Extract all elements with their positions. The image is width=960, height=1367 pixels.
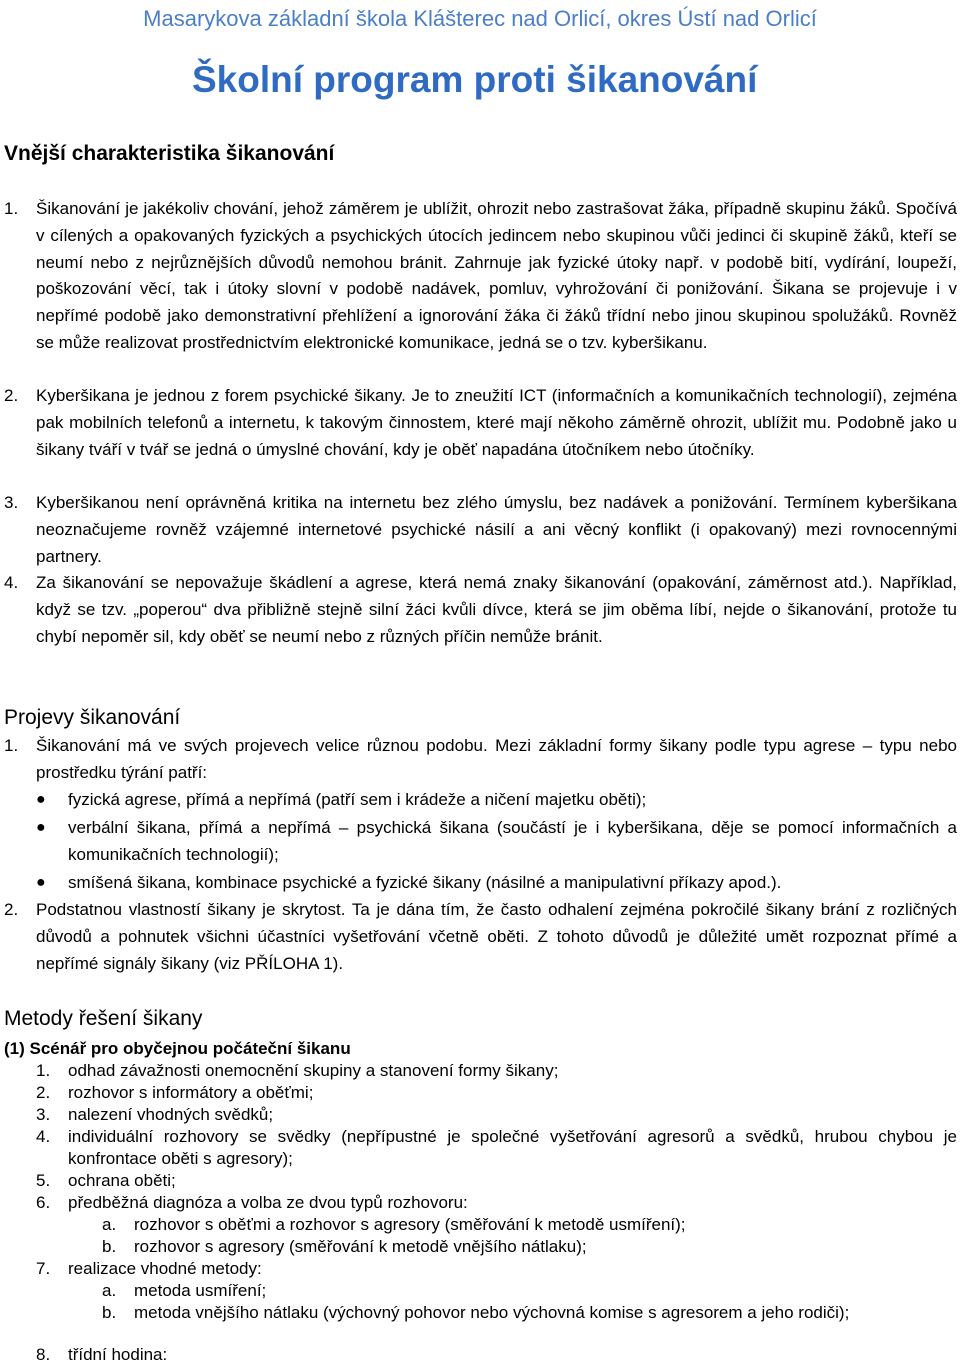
item-text: Podstatnou vlastností šikany je skrytost. Ta je dána tím, že často odhalení zejména pokročilé šikany brání z rozličných důvodů a pohnutek všichni účastníci vyšetřování včetně oběti. Z tohoto důvodů je důležité umět rozpoznat přímé a nepřímé signály šikany (viz PŘÍLOHA 1). bbox=[36, 900, 957, 973]
list-item bbox=[36, 1170, 957, 1192]
item-text: Šikanování má ve svých projevech velice různou podobu. Mezi základní formy šikany podle typu agrese – typu nebo prostředku týrání patří: bbox=[36, 736, 957, 782]
bullet-icon: ● bbox=[36, 819, 46, 836]
bullet-item bbox=[36, 815, 957, 869]
bullet-item bbox=[36, 870, 957, 897]
item-text: metoda vnějšího nátlaku (výchovný pohovor nebo výchovná komise s agresorem a jeho rodiči); bbox=[134, 1303, 850, 1322]
item-number: 2. bbox=[36, 1083, 51, 1102]
item-number: 3. bbox=[4, 493, 19, 512]
sub-list-item bbox=[102, 1214, 957, 1236]
item-text: rozhovor s oběťmi a rozhovor s agresory (směřování k metodě usmíření); bbox=[134, 1215, 686, 1234]
item-letter: a. bbox=[102, 1215, 117, 1234]
item-text: realizace vhodné metody: bbox=[68, 1259, 262, 1278]
item-number: 4. bbox=[4, 573, 19, 592]
item-text: třídní hodina: bbox=[68, 1345, 168, 1364]
item-text: Za šikanování se nepovažuje škádlení a agrese, která nemá znaky šikanování (opakování, záměrnost atd.). Například, když se tzv. „poperou“ dva přibližně stejně silní žáci kvůli dívce, která se jim oběma líbí, nejde o šikanování, protože tu chybí nepoměr sil, kdy oběť se neumí nebo z různých příčin nemůže bránit. bbox=[36, 573, 957, 646]
item-letter: b. bbox=[102, 1237, 117, 1256]
item-text: rozhovor s agresory (směřování k metodě vnějšího nátlaku); bbox=[134, 1237, 587, 1256]
item-number: 2. bbox=[4, 386, 19, 405]
list-item bbox=[36, 1060, 957, 1082]
item-text: předběžná diagnóza a volba ze dvou typů rozhovoru: bbox=[68, 1193, 468, 1212]
item-text: Kyberšikana je jednou z forem psychické šikany. Je to zneužití ICT (informačních a komunikačních technologií), zejména pak mobilních telefonů a internetu, k takovým činnostem, které mají někoho záměrně ohrozit, ublížit mu. Podobně jako u šikany tváří v tvář se jedná o úmyslné chování, kdy je oběť napadána útočníkem nebo útočníky. bbox=[36, 386, 957, 459]
list-item bbox=[36, 1104, 957, 1126]
paragraph-item bbox=[4, 383, 957, 463]
page-title: Školní program proti šikanování bbox=[192, 59, 758, 100]
item-letter: b. bbox=[102, 1303, 117, 1322]
sub-list-item bbox=[102, 1280, 957, 1302]
item-number: 3. bbox=[36, 1105, 51, 1124]
list-item bbox=[36, 1258, 957, 1280]
item-text: metoda usmíření; bbox=[134, 1281, 267, 1300]
section-heading-manifestations: Projevy šikanování bbox=[4, 706, 181, 729]
paragraph-item bbox=[4, 490, 957, 570]
list-item bbox=[36, 1344, 957, 1366]
item-text: Kyberšikanou není oprávněná kritika na internetu bez zlého úmyslu, bez nadávek a ponižování. Termínem kyberšikana neoznačujeme rovněž vzájemné internetové psychické násilí a ani věcný konflikt (i opakovaný) mezi rovnocennými partnery. bbox=[36, 493, 957, 566]
item-text: Šikanování je jakékoliv chování, jehož záměrem je ublížit, ohrozit nebo zastrašovat žáka, případně skupinu žáků. Spočívá v cílených a opakovaných fyzických a psychických útocích jedincem nebo skupinou vůči jedinci či skupině žáků, kteří se neumí nebo z nejrůznějších důvodů nemohou bránit. Zahrnuje jak fyzické útoky např. v podobě bití, vydírání, loupeží, poškozování věcí, tak i útoky slovní v podobě nadávek, pomluv, vyhrožování či ponižování. Šikana se projevuje i v nepřímé podobě jako demonstrativní přehlížení a ignorování žáka či žáků třídní nebo jinou skupinou spolužáků. Rovněž se může realizovat prostřednictvím elektronické komunikace, jedná se o tzv. kyberšikanu. bbox=[36, 199, 957, 352]
item-text: ochrana oběti; bbox=[68, 1171, 176, 1190]
sub-list-item bbox=[102, 1236, 957, 1258]
school-header: Masarykova základní škola Klášterec nad Orlicí, okres Ústí nad Orlicí bbox=[143, 6, 817, 31]
section-heading-methods: Metody řešení šikany bbox=[4, 1007, 203, 1030]
item-text: odhad závažnosti onemocnění skupiny a stanovení formy šikany; bbox=[68, 1061, 559, 1080]
item-number: 6. bbox=[36, 1193, 51, 1212]
section-heading-characteristics: Vnější charakteristika šikanování bbox=[4, 142, 335, 165]
paragraph-item bbox=[4, 733, 957, 787]
list-item bbox=[36, 1192, 957, 1214]
subheading-scenario: (1) Scénář pro obyčejnou počáteční šikanu bbox=[4, 1039, 351, 1058]
item-text: individuální rozhovory se svědky (nepřípustné je společné vyšetřování agresorů a svědků, hrubou chybou je konfrontace oběti s agresory); bbox=[68, 1127, 957, 1168]
item-number: 1. bbox=[4, 736, 19, 755]
bullet-text: smíšená šikana, kombinace psychické a fyzické šikany (násilné a manipulativní příkazy apod.). bbox=[68, 873, 782, 892]
item-number: 5. bbox=[36, 1171, 51, 1190]
item-letter: a. bbox=[102, 1281, 117, 1300]
bullet-icon: ● bbox=[36, 874, 46, 891]
paragraph-item bbox=[4, 897, 957, 977]
item-number: 8. bbox=[36, 1345, 51, 1364]
bullet-text: verbální šikana, přímá a nepřímá – psychická šikana (součástí je i kyberšikana, děje se pomocí informačních a komunikačních technologií); bbox=[68, 818, 957, 864]
item-text: nalezení vhodných svědků; bbox=[68, 1105, 274, 1124]
sub-list-item bbox=[102, 1302, 957, 1324]
list-item bbox=[36, 1082, 957, 1104]
item-number: 7. bbox=[36, 1259, 51, 1278]
paragraph-item bbox=[4, 196, 957, 357]
item-number: 1. bbox=[36, 1061, 51, 1080]
item-text: rozhovor s informátory a oběťmi; bbox=[68, 1083, 314, 1102]
list-item bbox=[36, 1126, 957, 1170]
bullet-text: fyzická agrese, přímá a nepřímá (patří sem i krádeže a ničení majetku oběti); bbox=[68, 790, 647, 809]
bullet-item bbox=[36, 787, 957, 814]
item-number: 1. bbox=[4, 199, 19, 218]
item-number: 2. bbox=[4, 900, 19, 919]
item-number: 4. bbox=[36, 1127, 51, 1146]
paragraph-item bbox=[4, 570, 957, 650]
bullet-icon: ● bbox=[36, 791, 46, 808]
